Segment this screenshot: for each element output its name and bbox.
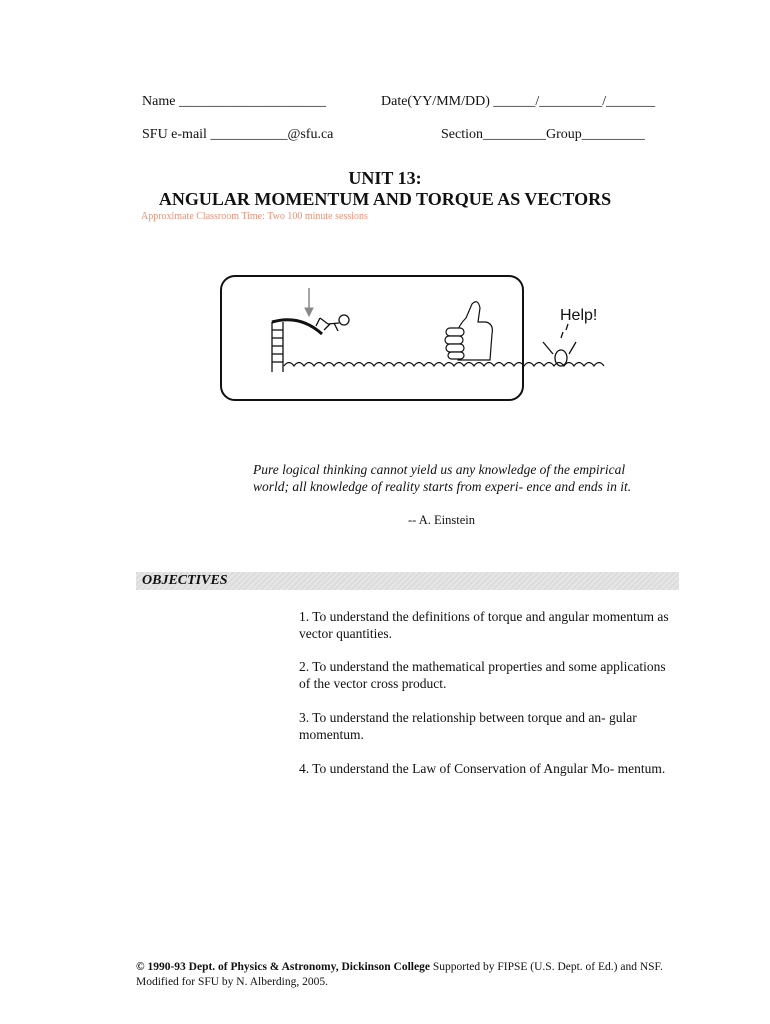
section-label: Section: [441, 127, 483, 142]
name-blank[interactable]: _____________________: [178, 94, 326, 109]
quote-attribution: -- A. Einstein: [408, 513, 476, 527]
diving-illustration: [210, 268, 610, 408]
email-blank[interactable]: ___________: [210, 127, 288, 142]
date-label: Date(YY/MM/DD): [381, 94, 490, 109]
thumbs-up-icon: [445, 302, 492, 360]
support-note: Supported by FIPSE (U.S. Dept. of Ed.) and NSF. Modified for SFU by N. Alberding, 2005.: [136, 961, 663, 988]
name-field[interactable]: [142, 94, 326, 110]
down-arrow-icon: [305, 288, 313, 316]
copyright: © 1990-93 Dept. of Physics & Astronomy, Dickinson College: [136, 961, 430, 973]
group-label: Group: [546, 127, 582, 142]
unit-number: UNIT 13:: [348, 168, 422, 188]
date-field[interactable]: [381, 94, 655, 110]
classroom-time: Approximate Classroom Time: Two 100 minute sessions: [141, 211, 368, 222]
objective-item: 1. To understand the definitions of torque and angular momentum as vector quantities.: [299, 609, 669, 641]
date-blank[interactable]: ______/_________/_______: [493, 94, 656, 109]
help-text: Help!: [560, 307, 598, 324]
objectives-heading: OBJECTIVES: [142, 573, 228, 588]
objective-item: 4. To understand the Law of Conservation of Angular Mo- mentum.: [299, 761, 666, 776]
email-label: SFU e-mail: [142, 127, 207, 142]
objective-item: 3. To understand the relationship between torque and an- gular momentum.: [299, 710, 637, 742]
name-label: Name: [142, 94, 176, 109]
group-blank[interactable]: _________: [581, 127, 645, 142]
section-blank[interactable]: _________: [483, 127, 546, 142]
einstein-quote: Pure logical thinking cannot yield us any knowledge of the empirical world; all knowledge of reality starts from experi- ence and ends in it.: [253, 462, 632, 494]
section-group-field[interactable]: [441, 127, 645, 143]
email-field[interactable]: [142, 127, 333, 143]
diver-icon: [316, 315, 349, 331]
email-domain: @sfu.ca: [287, 127, 334, 142]
swimmer-icon: [543, 324, 576, 366]
ladder-icon: [272, 322, 283, 372]
objective-item: 2. To understand the mathematical properties and some applications of the vector cross product.: [299, 659, 666, 691]
footer: [136, 960, 696, 990]
page-title: ANGULAR MOMENTUM AND TORQUE AS VECTORS: [158, 189, 612, 209]
diving-board: [272, 320, 322, 334]
